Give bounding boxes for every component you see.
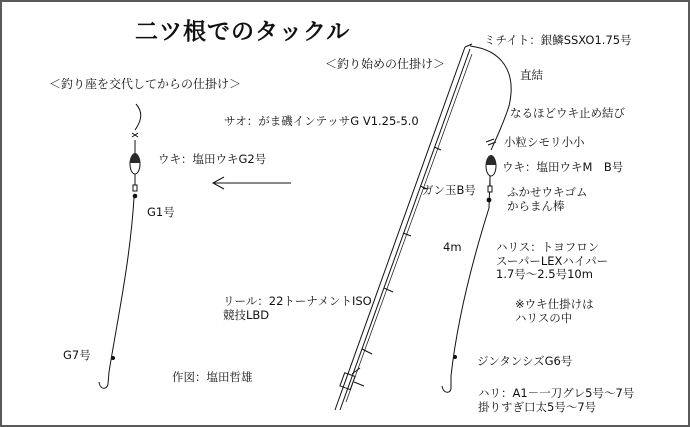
direct-knot-label: 直結 (520, 68, 543, 82)
right-float-rubber (488, 186, 492, 192)
left-lower-weight-label: G7号 (63, 348, 91, 362)
left-hook (99, 372, 109, 388)
jintan-label: ジンタンシズG6号 (477, 354, 573, 368)
right-split-shot (487, 198, 492, 203)
shimori-label: 小粒シモリ小小 (504, 135, 585, 149)
reel-label: リール：22トーナメントISO 競技LBD (223, 294, 372, 322)
left-upper-weight-label: G1号 (147, 205, 175, 219)
float-note-label: ※ウキ仕掛けは ハリスの中 (515, 297, 594, 325)
left-line-lower (109, 198, 134, 372)
rod-line-b (340, 49, 470, 410)
rod-label: サオ：がま磯インテッサG V1.25-5.0 (224, 114, 419, 128)
right-rig-heading: ＜釣り始めの仕掛け＞ (325, 57, 446, 71)
diagram-title: 二ツ根でのタックル (135, 19, 351, 45)
left-lower-shot (111, 356, 115, 360)
mainline-arc (470, 46, 511, 106)
left-rig-heading: ＜釣り座を交代してからの仕掛け＞ (49, 77, 242, 91)
hook-label: ハリ：A1－一刀グレ5号～7号 掛りすぎ口太5号～7号 (478, 386, 635, 414)
left-float-label: ウキ：塩田ウキG2号 (158, 152, 267, 166)
author-label: 作図：塩田哲雄 (172, 370, 253, 384)
right-jintan-shot (453, 355, 457, 359)
left-line-top-loop (135, 104, 141, 130)
rod-line-a (335, 47, 465, 410)
leader-label: ハリス：トヨフロン スーパーLEXハイパー 1.7号～2.5号10m (496, 240, 609, 282)
mainline-label: ミチイト：銀鱗SSXO1.75号 (484, 33, 632, 47)
stopper-knot-label: なるほどウキ止め結び (510, 106, 625, 120)
rod-line-c (346, 54, 472, 402)
left-float-rubber (133, 185, 137, 191)
right-hook (442, 376, 451, 392)
left-swivel-mark (132, 133, 138, 137)
split-shot-label: ガン玉B号 (422, 183, 476, 197)
line-length-label: 4m (443, 240, 462, 254)
right-float-label: ウキ：塩田ウキM B号 (502, 160, 624, 174)
left-upper-shot (133, 194, 138, 199)
rod-guide-2 (384, 288, 393, 292)
right-leader (451, 208, 489, 376)
float-rubber-label: ふかせウキゴム からまん棒 (507, 185, 588, 213)
right-float (486, 155, 496, 176)
transition-arrow (213, 177, 291, 189)
left-float (130, 153, 140, 174)
